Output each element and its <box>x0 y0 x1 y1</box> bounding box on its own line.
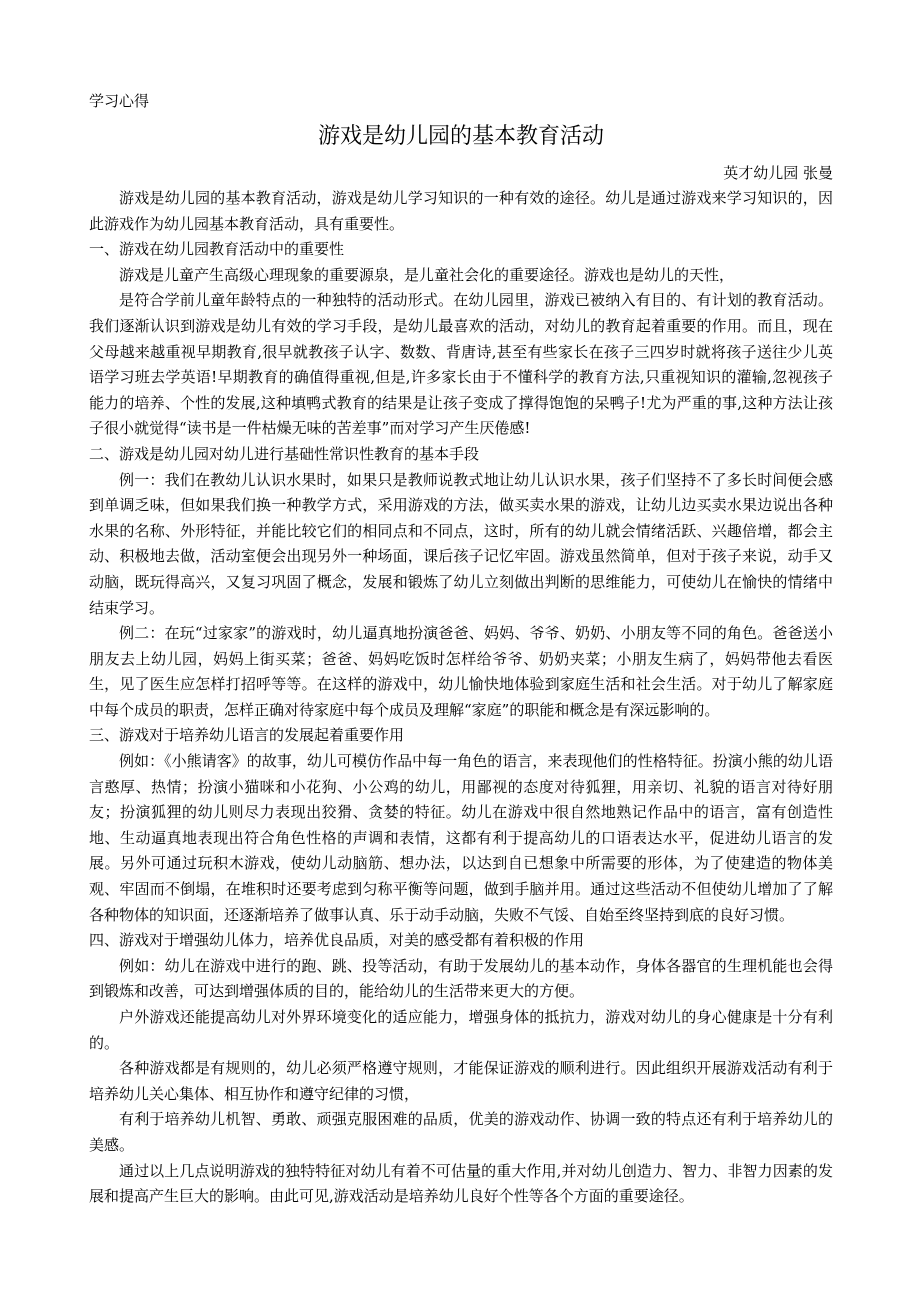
body-paragraph: 各种游戏都是有规则的，幼儿必须严格遵守规则，才能保证游戏的顺利进行。因此组织开展游戏活动有利于培养幼儿关心集体、相互协作和遵守纪律的习惯， <box>89 1059 833 1103</box>
author-byline: 英才幼儿园 张曼 <box>723 164 833 182</box>
section-heading: 四、游戏对于增强幼儿体力，培养优良品质，对美的感受都有着积极的作用 <box>89 931 585 950</box>
document-category: 学习心得 <box>89 92 150 110</box>
body-paragraph: 通过以上几点说明游戏的独特特征对幼儿有着不可估量的重大作用,并对幼儿创造力、智力、非智力因素的发展和提高产生巨大的影响。由此可见,游戏活动是培养幼儿良好个性等各个方面的重要途径。 <box>89 1161 833 1206</box>
document-title: 游戏是幼儿园的基本教育活动 <box>317 124 604 149</box>
body-paragraph: 例一：我们在教幼儿认识水果时，如果只是教师说教式地让幼儿认识水果，孩子们坚持不了多长时间便会感到单调乏味，但如果我们换一种教学方式，采用游戏的方法，做买卖水果的游戏，让幼儿边买卖水果边说出各种水果的名称、外形特征，并能比较它们的相同点和不同点，这时，所有的幼儿就会情绪活跃、兴趣倍增，都会主动、积极地去做，活动室便会出现另外一种场面，课后孩子记忆牢固。游戏虽然简单，但对于孩子来说，动手又动脑，既玩得高兴，又复习巩固了概念，发展和锻炼了幼儿立刻做出判断的思维能力，可使幼儿在愉快的情绪中结束学习。 <box>89 470 833 617</box>
body-paragraph: 游戏是儿童产生高级心理现象的重要源泉，是儿童社会化的重要途径。游戏也是幼儿的天性， <box>119 265 735 284</box>
section-basic-means <box>89 442 833 724</box>
body-paragraph: 例如：幼儿在游戏中进行的跑、跳、投等活动，有助于发展幼儿的基本动作，身体各器官的生理机能也会得到锻炼和改善，可达到增强体质的目的，能给幼儿的生活带来更大的方便。 <box>89 956 833 1001</box>
section-heading: 二、游戏是幼儿园对幼儿进行基础性常识性教育的基本手段 <box>89 444 480 463</box>
body-paragraph: 有利于培养幼儿机智、勇敢、顽强克服困难的品质，优美的游戏动作、协调一致的特点还有利于培养幼儿的美感。 <box>89 1110 833 1154</box>
body-paragraph: 例如：《小熊请客》的故事，幼儿可模仿作品中每一角色的语言，来表现他们的性格特征。扮演小熊的幼儿语言憨厚、热情；扮演小猫咪和小花狗、小公鸡的幼儿，用鄙视的态度对待狐狸，用亲切、礼貌的语言对待好朋友；扮演狐狸的幼儿则尽力表现出狡猾、贪婪的特征。幼儿在游戏中很自然地熟记作品中的语言，富有创造性地、生动逼真地表现出符合角色性格的声调和表情，这都有利于提高幼儿的口语表达水平，促进幼儿语言的发展。另外可通过玩积木游戏，使幼儿动脑筋、想办法，以达到自已想象中所需要的形体，为了使建造的物体美观、牢固而不倒塌，在堆积时还要考虑到匀称平衡等问题，做到手脑并用。通过这些活动不但使幼儿增加了了解各种物体的知识面，还逐渐培养了做事认真、乐于动手动脑，失败不气馁、自始至终坚持到底的良好习惯。 <box>89 752 833 924</box>
body-paragraph: 例二：在玩“过家家”的游戏时，幼儿逼真地扮演爸爸、妈妈、爷爷、奶奶、小朋友等不同的角色。爸爸送小朋友去上幼儿园，妈妈上街买菜；爸爸、妈妈吃饭时怎样给爷爷、奶奶夹菜；小朋友生病了，妈妈带他去看医生，见了医生应怎样打招呼等等。在这样的游戏中，幼儿愉快地体验到家庭生活和社会生活。对于幼儿了解家庭中每个成员的职责，怎样正确对待家庭中每个成员及理解“家庭”的职能和概念是有深远影响的。 <box>89 624 833 719</box>
body-paragraph: 户外游戏还能提高幼儿对外界环境变化的适应能力，增强身体的抵抗力，游戏对幼儿的身心健康是十分有利的。 <box>89 1008 833 1052</box>
document-page <box>89 90 833 1210</box>
section-heading: 一、游戏在幼儿园教育活动中的重要性 <box>89 240 345 259</box>
section-heading: 三、游戏对于培养幼儿语言的发展起着重要作用 <box>89 726 405 745</box>
section-language <box>89 723 833 928</box>
body-paragraph: 是符合学前儿童年龄特点的一种独特的活动形式。在幼儿园里，游戏已被纳入有目的、有计划的教育活动。我们逐渐认识到游戏是幼儿有效的学习手段，是幼儿最喜欢的活动，对幼儿的教育起着重要的作用。而且，现在父母越来越重视早期教育,很早就教孩子认字、数数、背唐诗,甚至有些家长在孩子三四岁时就将孩子送往少儿英语学习班去学英语!早期教育的确值得重视,但是,许多家长由于不懂科学的教育方法,只重视知识的灌输,忽视孩子能力的培养、个性的发展,这种填鸭式教育的结果是让孩子变成了撑得饱饱的呆鸭子!尤为严重的事,这种方法让孩子很小就觉得“读书是一件枯燥无味的苦差事”而对学习产生厌倦感! <box>89 291 833 438</box>
section-importance <box>89 237 833 442</box>
section-physical <box>89 928 833 1210</box>
intro-paragraph: 游戏是幼儿园的基本教育活动，游戏是幼儿学习知识的一种有效的途径。幼儿是通过游戏来学习知识的，因此游戏作为幼儿园基本教育活动，具有重要性。 <box>89 189 833 233</box>
